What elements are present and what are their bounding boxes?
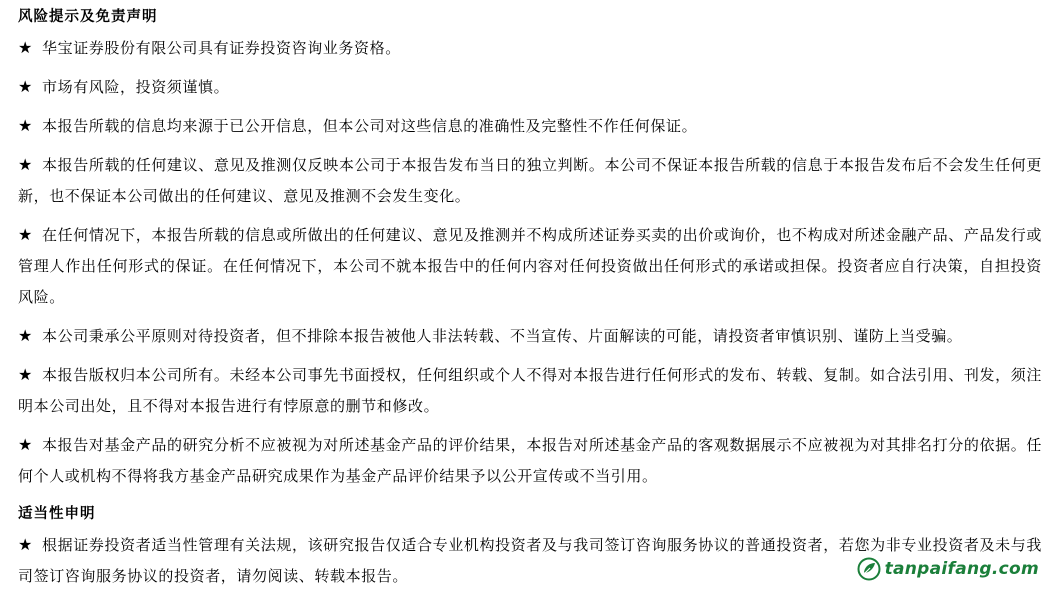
risk-item-text: 本报告所载的信息均来源于已公开信息，但本公司对这些信息的准确性及完整性不作任何保证。 bbox=[42, 117, 698, 135]
suitability-item-text: 根据证券投资者适当性管理有关法规，该研究报告仅适合专业机构投资者及与我司签订咨询服务协议的普通投资者，若您为非专业投资者及未与我司签订咨询服务协议的投资者，请勿阅读、转载本报告。 bbox=[18, 536, 1042, 585]
risk-item bbox=[18, 71, 1042, 103]
suitability-heading: 适当性申明 bbox=[18, 506, 96, 522]
risk-item bbox=[18, 320, 1042, 352]
star-bullet-icon: ★ bbox=[18, 38, 33, 57]
risk-item-text: 华宝证券股份有限公司具有证券投资咨询业务资格。 bbox=[42, 39, 401, 57]
star-bullet-icon: ★ bbox=[18, 225, 33, 244]
risk-item bbox=[18, 110, 1042, 142]
site-watermark bbox=[857, 557, 1041, 581]
risk-item bbox=[18, 219, 1042, 313]
risk-item-text: 在任何情况下，本报告所载的信息或所做出的任何建议、意见及推测并不构成所述证券买卖的出价或询价，也不构成对所述金融产品、产品发行或管理人作出任何形式的保证。在任何情况下，本公司不就本报告中的任何内容对任何投资做出任何形式的承诺或担保。投资者应自行决策，自担投资风险。 bbox=[18, 226, 1042, 306]
star-bullet-icon: ★ bbox=[18, 77, 33, 96]
risk-item-text: 市场有风险，投资须谨慎。 bbox=[42, 78, 230, 96]
risk-list bbox=[18, 32, 1042, 492]
leaf-logo-icon bbox=[857, 557, 881, 581]
risk-disclaimer-heading: 风险提示及免责声明 bbox=[18, 9, 158, 25]
risk-item-text: 本报告所载的任何建议、意见及推测仅反映本公司于本报告发布当日的独立判断。本公司不保证本报告所载的信息于本报告发布后不会发生任何更新，也不保证本公司做出的任何建议、意见及推测不会发生变化。 bbox=[18, 156, 1042, 205]
risk-item-text: 本报告对基金产品的研究分析不应被视为对所述基金产品的评价结果，本报告对所述基金产品的客观数据展示不应被视为对其排名打分的依据。任何个人或机构不得将我方基金产品研究成果作为基金产品评价结果予以公开宣传或不当引用。 bbox=[18, 436, 1042, 485]
star-bullet-icon: ★ bbox=[18, 155, 33, 174]
risk-item bbox=[18, 359, 1042, 422]
star-bullet-icon: ★ bbox=[18, 535, 33, 554]
star-bullet-icon: ★ bbox=[18, 326, 33, 345]
risk-item-text: 本公司秉承公平原则对待投资者，但不排除本报告被他人非法转载、不当宣传、片面解读的可能，请投资者审慎识别、谨防上当受骗。 bbox=[42, 327, 963, 345]
risk-item bbox=[18, 32, 1042, 64]
risk-item bbox=[18, 149, 1042, 212]
risk-item bbox=[18, 429, 1042, 492]
star-bullet-icon: ★ bbox=[18, 365, 33, 384]
disclaimer-page bbox=[18, 0, 1042, 599]
star-bullet-icon: ★ bbox=[18, 435, 33, 454]
star-bullet-icon: ★ bbox=[18, 116, 33, 135]
watermark-text: tanpaifang.com bbox=[884, 559, 1039, 579]
risk-item-text: 本报告版权归本公司所有。未经本公司事先书面授权，任何组织或个人不得对本报告进行任何形式的发布、转载、复制。如合法引用、刊发，须注明本公司出处，且不得对本报告进行有悖原意的删节和修改。 bbox=[18, 366, 1042, 415]
